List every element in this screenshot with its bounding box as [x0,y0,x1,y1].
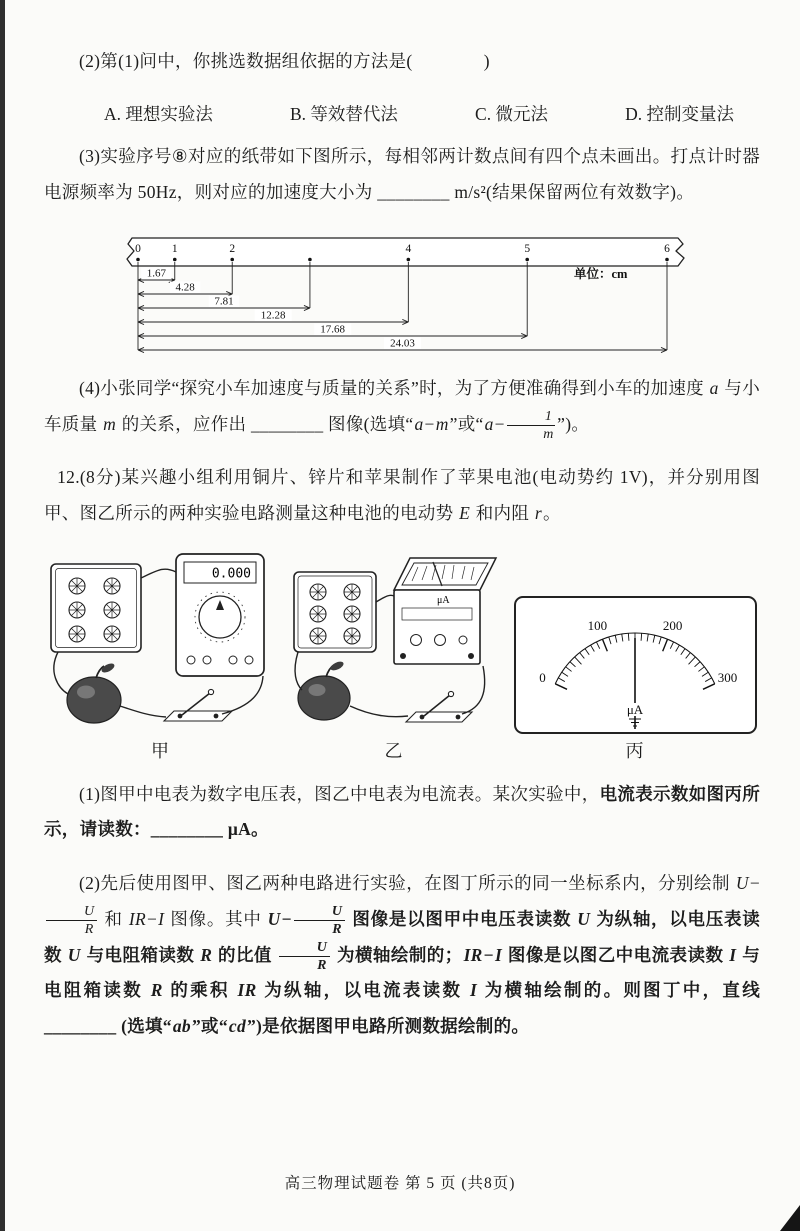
dial-unit-label: μA [626,701,644,717]
figure-jia-drawing [46,550,276,735]
wire [120,706,166,717]
svg-text:0: 0 [539,669,546,685]
apple-battery-icon [298,659,350,719]
figure-bing-caption: 丙 [625,740,646,761]
svg-text:4.28: 4.28 [175,281,195,294]
question-12-part2: (2)先后使用图甲、图乙两种电路进行实验，在图丁所示的同一坐标系内，分别绘制 U− $\frac{U}{R}$ 和 IR−I 图像。其中 U− $\frac{U}{R}$ 图像是以图甲中电压表读数 U 为纵轴，以电压表读数 U 与电阻箱读数 R 的比值 $\frac{U}{R}$ 为横轴绘制的；IR−I 图像是以图乙中电流表读数 I 与电阻箱读数 R 的乘积 IR 为纵轴，以电流表读数 I 为横轴绘制的。则图丁中，直线 ________ (选填“ab”或“cd”)是依据图甲电路所测数据绘制的。 [44,872,761,1037]
question-3-text: (3)实验序号⑧对应的纸带如下图所示，每相邻两计数点间有四个点未画出。打点计时器电源频率为 50Hz，则对应的加速度大小为 ________ m/s²(结果保留两位有效数字)。 [44,145,760,202]
tape-figure [122,228,760,365]
svg-text:6: 6 [664,243,670,255]
resistance-box [51,564,141,652]
wire [462,666,485,714]
figure-jia-caption: 甲 [151,740,171,761]
figure-bing [513,595,758,763]
svg-text:2: 2 [229,243,236,255]
svg-text:100: 100 [587,617,608,633]
svg-text:1.67: 1.67 [146,267,167,280]
wire [141,569,176,578]
scan-corner-artifact [780,1205,800,1231]
circuit-figures-row [46,550,758,763]
svg-text:12.28: 12.28 [260,309,286,322]
question-2-options [44,97,760,133]
scan-edge-artifact [0,0,5,1231]
svg-text:200: 200 [662,617,683,633]
wire [376,595,394,602]
figure-yi [290,550,500,763]
paper-tape-diagram [122,228,694,360]
figure-yi-caption: 乙 [384,740,405,761]
svg-text:4: 4 [405,243,412,255]
question-12-stem: 12.(8分)某兴趣小组利用铜片、锌片和苹果制作了苹果电池(电动势约 1V)，并分别用图甲、图乙所示的两种实验电路测量这种电池的电动势 E 和内阻 r。 [44,467,760,524]
resistance-box [294,572,376,652]
svg-text:300: 300 [717,669,738,685]
wire [350,706,408,717]
galvanometer [394,558,496,664]
wire [295,652,302,690]
question-2-stem: (2)第(1)问中，你挑选数据组依据的方法是( ) [79,50,490,71]
wire [222,676,263,714]
figure-yi-drawing [290,550,500,735]
apple-battery-icon [67,661,121,722]
figure-jia [46,550,276,763]
digital-multimeter [176,554,264,676]
ammeter-dial-figure [513,595,758,735]
tape-unit-label: 单位：cm [574,267,628,281]
page-footer: 高三物理试题卷 第 5 页 (共8页) [284,1175,516,1192]
question-4-text: (4)小张同学“探究小车加速度与质量的关系”时，为了方便准确得到小车的加速度 a 与小车质量 m 的关系，应作出 ________ 图像(选填“a−m”或“a− $\frac{1}{m}$ ”)。 [44,378,761,443]
svg-text:7.81: 7.81 [214,295,234,308]
wire [54,652,68,694]
knife-switch-icon [406,691,472,722]
svg-text:24.03: 24.03 [390,337,415,350]
voltmeter-reading: 0.000 [211,566,251,581]
option-d: D. 控制变量法 [625,103,734,124]
galvo-unit-label: μA [436,594,450,606]
option-c: C. 微元法 [475,103,548,124]
knife-switch-icon [164,689,232,721]
question-12-part1: (1)图甲中电表为数字电压表，图乙中电表为电流表。某次实验中，电流表示数如图丙所示，请读数：________ μA。 [44,783,760,840]
svg-text:17.68: 17.68 [320,323,345,336]
option-a: A. 理想实验法 [104,103,213,124]
svg-text:1: 1 [171,243,178,255]
svg-text:0: 0 [135,243,141,255]
option-b: B. 等效替代法 [290,103,398,124]
svg-text:5: 5 [524,243,531,255]
